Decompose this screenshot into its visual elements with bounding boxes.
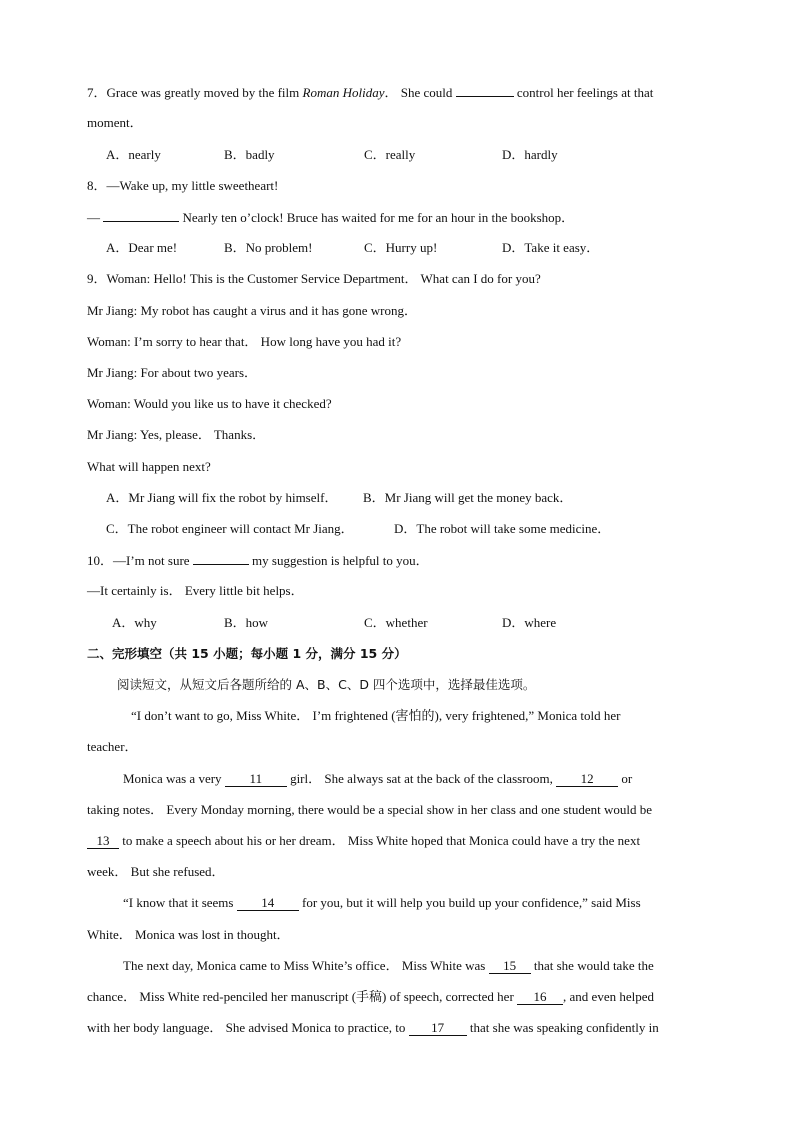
blank-12[interactable]: 12 [556, 772, 618, 787]
blank-17[interactable]: 17 [409, 1021, 467, 1036]
q8-option-a[interactable]: A．Dear me! [106, 240, 178, 255]
passage-p1-line1: “I don’t want to go, Miss White． I’m frightened (害怕的), very frightened,” Monica told her [131, 708, 621, 723]
passage-text: girl． She always sat at the back of the classroom, [286, 771, 557, 786]
blank-14[interactable]: 14 [237, 896, 299, 911]
blank-13[interactable]: 13 [87, 834, 119, 849]
passage-p3-line2: White． Monica was lost in thought． [87, 927, 290, 942]
passage-text: to make a speech about his or her dream． Miss White hoped that Monica could have a try the next [119, 833, 641, 848]
q7-stem-text: 7．Grace was greatly moved by the film [87, 85, 303, 100]
passage-p4-line3 [87, 1020, 707, 1036]
passage-p1-line2: teacher． [87, 739, 138, 754]
passage-text: chance． Miss White red-penciled her manuscript (手稿) of speech, corrected her [87, 989, 518, 1004]
q10-option-a[interactable]: A．why [112, 615, 157, 630]
passage-text: Monica was a very [123, 771, 225, 786]
passage-text: with her body language． She advised Monica to practice, to [87, 1020, 409, 1035]
q8-option-d[interactable]: D．Take it easy． [502, 240, 600, 255]
q8-option-b[interactable]: B．No problem! [224, 240, 313, 255]
q10-option-c[interactable]: C．whether [364, 615, 428, 630]
q10-answer-blank[interactable] [193, 552, 249, 565]
q9-line: Woman: Would you like us to have it checked? [87, 396, 332, 411]
blank-15[interactable]: 15 [489, 959, 531, 974]
passage-p2-line1 [123, 771, 707, 787]
q10-line2: —It certainly is． Every little bit helps． [87, 583, 304, 598]
section-heading: 二、完形填空（共 15 小题；每小题 1 分，满分 15 分） [87, 646, 407, 661]
q7-stem-text-2: ． She could [384, 85, 456, 100]
passage-text: that she was speaking confidently in [466, 1020, 659, 1035]
q9-line: Woman: I’m sorry to hear that． How long have you had it? [87, 334, 402, 349]
section-instruction: 阅读短文，从短文后各题所给的 A、B、C、D 四个选项中，选择最佳选项。 [117, 677, 536, 692]
q9-option-a[interactable]: A．Mr Jiang will fix the robot by himself． [106, 490, 338, 505]
q8-line2-text: Nearly ten o’clock! Bruce has waited for me for an hour in the bookshop． [179, 210, 575, 225]
q9-option-d[interactable]: D．The robot will take some medicine． [394, 521, 611, 536]
q10-option-d[interactable]: D．where [502, 615, 557, 630]
q7-film-title: Roman Holiday [302, 85, 385, 100]
q7-option-d[interactable]: D．hardly [502, 147, 558, 162]
q7-option-a[interactable]: A．nearly [106, 147, 161, 162]
blank-11[interactable]: 11 [225, 772, 287, 787]
passage-p2-line4: week． But she refused． [87, 864, 225, 879]
q10-option-b[interactable]: B．how [224, 615, 269, 630]
q7-answer-blank[interactable] [456, 84, 514, 97]
passage-p3-line1 [123, 895, 707, 911]
passage-text: The next day, Monica came to Miss White’s office． Miss White was [123, 958, 489, 973]
passage-p2-line3 [87, 833, 707, 849]
q10-line1 [87, 552, 707, 569]
q7-option-b[interactable]: B．badly [224, 147, 275, 162]
q8-line1: 8．—Wake up, my little sweetheart! [87, 178, 279, 193]
passage-text: that she would take the [530, 958, 654, 973]
q9-line: 9．Woman: Hello! This is the Customer Service Department． What can I do for you? [87, 271, 541, 286]
q10-text-2: my suggestion is helpful to you． [248, 553, 429, 568]
q9-question: What will happen next? [87, 459, 211, 474]
q9-line: Mr Jiang: My robot has caught a virus and it has gone wrong． [87, 303, 418, 318]
q7-stem-line2: moment． [87, 115, 143, 130]
passage-text: , and even helped [563, 989, 654, 1004]
q10-text: 10．—I’m not sure [87, 553, 193, 568]
q7-stem-line1 [87, 84, 707, 101]
passage-p4-line1 [123, 958, 707, 974]
blank-16[interactable]: 16 [517, 990, 563, 1005]
q7-stem-text-3: control her feelings at that [513, 85, 654, 100]
q9-line: Mr Jiang: Yes, please． Thanks． [87, 427, 266, 442]
passage-text: “I know that it seems [123, 895, 237, 910]
q8-answer-blank[interactable] [103, 209, 179, 222]
q8-dash: — [87, 210, 104, 225]
q9-option-b[interactable]: B．Mr Jiang will get the money back． [363, 490, 573, 505]
q8-line2 [87, 209, 707, 226]
passage-p4-line2 [87, 989, 707, 1005]
q9-line: Mr Jiang: For about two years． [87, 365, 258, 380]
passage-p2-line2: taking notes． Every Monday morning, there would be a special show in her class and one student would be [87, 802, 653, 817]
passage-text: for you, but it will help you build up your confidence,” said Miss [298, 895, 641, 910]
q7-option-c[interactable]: C．really [364, 147, 416, 162]
q9-option-c[interactable]: C．The robot engineer will contact Mr Jiang． [106, 521, 354, 536]
passage-text: or [618, 771, 633, 786]
q8-option-c[interactable]: C．Hurry up! [364, 240, 438, 255]
